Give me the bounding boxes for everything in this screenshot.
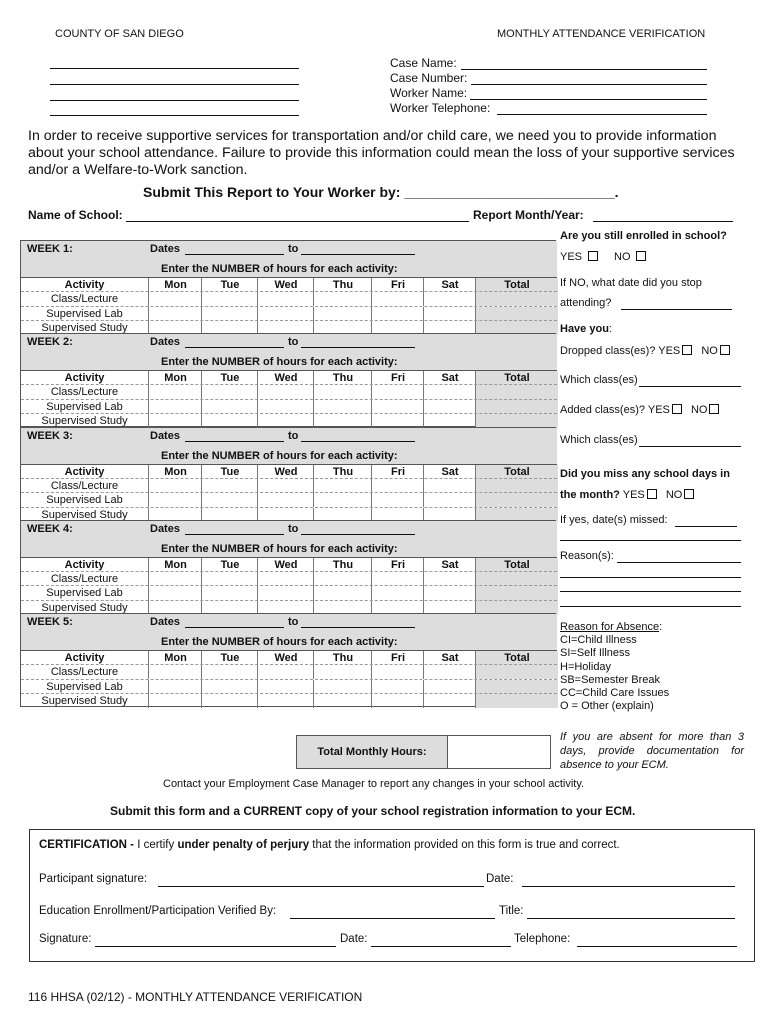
code-item: O = Other (explain) [560, 700, 654, 713]
enrolled-no-option[interactable] [614, 251, 646, 263]
hours-cell[interactable] [371, 572, 424, 586]
added-yes-label: YES [647, 404, 670, 416]
code-item: SB=Semester Break [560, 673, 660, 686]
participant-date-label: Date: [486, 873, 514, 885]
reasons-line-2[interactable] [560, 577, 741, 578]
hours-cell[interactable] [148, 586, 202, 600]
hours-cell[interactable] [423, 493, 476, 507]
hours-cell[interactable] [423, 665, 476, 679]
added-no-checkbox[interactable] [709, 404, 719, 414]
column-header: Mon [148, 371, 202, 385]
to-label: to [288, 336, 299, 349]
certification-statement [39, 839, 620, 851]
hours-cell[interactable] [313, 572, 372, 586]
enrolled-yes-checkbox[interactable] [588, 251, 598, 261]
hours-cell[interactable] [201, 400, 258, 414]
dates-label: Dates [150, 616, 180, 629]
address-line-4[interactable] [50, 115, 299, 116]
hours-cell[interactable] [257, 665, 314, 679]
column-header: Thu [313, 278, 372, 292]
week-block [20, 427, 556, 521]
hours-cell[interactable] [371, 493, 424, 507]
column-header: Total [475, 558, 558, 572]
code-item: CC=Child Care Issues [560, 687, 670, 700]
hours-cell[interactable] [371, 307, 424, 321]
hours-cell[interactable] [475, 572, 558, 586]
week-header [21, 241, 557, 277]
hours-cell[interactable] [475, 493, 558, 507]
hours-cell[interactable] [313, 400, 372, 414]
total-monthly-hours-box [296, 735, 551, 769]
column-header: Total [475, 465, 558, 479]
submit-copy-note: Submit this form and a CURRENT copy of your school registration information to your ECM. [110, 804, 636, 818]
hours-cell[interactable] [257, 493, 314, 507]
dates-missed-label: If yes, date(s) missed: [560, 514, 668, 526]
reasons-field[interactable] [617, 562, 741, 563]
report-month-field[interactable] [593, 221, 733, 222]
column-header: Wed [257, 651, 314, 665]
hours-cell[interactable] [475, 400, 558, 414]
activity-label: Supervised Study [41, 601, 128, 614]
address-line-1[interactable] [50, 68, 299, 69]
activity-row [21, 679, 557, 694]
hours-cell[interactable] [257, 385, 314, 399]
added-classes-field[interactable] [639, 446, 741, 447]
date-to-field[interactable] [301, 534, 415, 535]
telephone-field[interactable] [577, 946, 737, 947]
column-header: Sat [423, 371, 476, 385]
column-header: Thu [313, 465, 372, 479]
reasons-label: Reason(s): [560, 550, 614, 562]
activity-row [21, 384, 557, 399]
worker-telephone-label: Worker Telephone: [390, 101, 491, 115]
missed-yes-checkbox[interactable] [647, 489, 657, 499]
hours-cell[interactable] [201, 307, 258, 321]
week-label: WEEK 5: [27, 616, 73, 629]
hours-cell[interactable] [201, 586, 258, 600]
column-header: Fri [371, 278, 424, 292]
added-classes-question [560, 404, 719, 416]
which-classes-dropped-label: Which class(es) [560, 374, 638, 386]
report-month-label: Report Month/Year: [473, 208, 584, 222]
title-label: Title: [499, 905, 524, 917]
hours-cell[interactable] [257, 479, 314, 493]
hours-cell[interactable] [313, 385, 372, 399]
enrolled-yes-option[interactable] [560, 251, 598, 263]
hours-cell[interactable] [148, 307, 202, 321]
hours-cell[interactable] [313, 665, 372, 679]
week-label: WEEK 1: [27, 243, 73, 255]
school-name-label: Name of School: [28, 208, 123, 222]
date-from-field[interactable] [185, 441, 284, 442]
have-you-label [560, 323, 612, 335]
column-header: Wed [257, 558, 314, 572]
activity-label: Supervised Lab [46, 494, 123, 507]
column-header: Mon [148, 558, 202, 572]
column-header: Sat [423, 651, 476, 665]
cert-text-3: that the information provided on this form is true and correct. [312, 839, 620, 851]
hours-cell[interactable] [475, 292, 558, 306]
hours-cell[interactable] [371, 385, 424, 399]
reason-for-absence-heading [560, 621, 662, 633]
column-header: Activity [64, 558, 105, 571]
submit-by-line: Submit This Report to Your Worker by: ___________________________. [143, 184, 619, 200]
hours-cell[interactable] [475, 307, 558, 321]
hours-cell[interactable] [148, 400, 202, 414]
date-to-field[interactable] [301, 347, 415, 348]
activity-row [21, 478, 557, 493]
column-header: Mon [148, 278, 202, 292]
if-no-label-1: If NO, what date did you stop [560, 277, 702, 289]
hours-cell[interactable] [148, 479, 202, 493]
week-block [20, 520, 556, 614]
hours-cell[interactable] [257, 694, 314, 708]
week-header [21, 428, 557, 464]
activity-row [21, 492, 557, 507]
date-to-field[interactable] [301, 254, 415, 255]
column-header: Sat [423, 558, 476, 572]
to-label: to [288, 616, 299, 629]
enrolled-no-checkbox[interactable] [636, 251, 646, 261]
hours-cell[interactable] [423, 694, 476, 708]
column-header: Fri [371, 371, 424, 385]
dropped-label: Dropped class(es)? [560, 345, 656, 357]
activity-row [21, 306, 557, 321]
dropped-no-label: NO [701, 345, 718, 357]
dropped-yes-label: YES [658, 345, 681, 357]
date-from-field[interactable] [185, 627, 284, 628]
worker-name-field[interactable] [470, 99, 707, 100]
dropped-classes-question [560, 345, 730, 357]
hours-cell[interactable] [371, 292, 424, 306]
hours-cell[interactable] [313, 586, 372, 600]
hours-cell[interactable] [148, 385, 202, 399]
case-name-field[interactable] [461, 69, 707, 70]
dates-label: Dates [150, 522, 180, 535]
verified-by-label: Education Enrollment/Participation Verified By: [39, 905, 277, 917]
column-header: Tue [201, 278, 258, 292]
code-item: CI=Child Illness [560, 634, 637, 646]
column-header: Wed [257, 278, 314, 292]
column-header: Fri [371, 651, 424, 665]
case-number-field[interactable] [471, 84, 707, 85]
participant-signature-label: Participant signature: [39, 873, 148, 885]
column-header: Thu [313, 651, 372, 665]
column-header: Wed [257, 371, 314, 385]
column-header: Mon [148, 651, 202, 665]
dates-label: Dates [150, 243, 180, 255]
form-title-header: MONTHLY ATTENDANCE VERIFICATION [497, 28, 706, 40]
activity-label: Class/Lecture [50, 386, 119, 399]
reasons-line-3[interactable] [560, 591, 741, 592]
date-from-field[interactable] [185, 534, 284, 535]
case-name-label: Case Name: [390, 56, 457, 70]
hours-cell[interactable] [423, 307, 476, 321]
to-label: to [288, 243, 299, 255]
hours-cell[interactable] [313, 694, 372, 708]
hours-cell[interactable] [423, 292, 476, 306]
to-label: to [288, 429, 299, 442]
column-header: Sat [423, 278, 476, 292]
verified-by-field[interactable] [290, 918, 495, 919]
hours-cell[interactable] [257, 400, 314, 414]
certification-box [29, 829, 755, 962]
total-monthly-hours-label: Total Monthly Hours: [297, 736, 448, 768]
participant-date-field[interactable] [522, 886, 735, 887]
week-label: WEEK 4: [27, 522, 73, 535]
activity-label: Supervised Lab [46, 400, 123, 413]
which-classes-added-label: Which class(es) [560, 434, 638, 446]
case-number-label: Case Number: [390, 71, 468, 85]
activity-label: Supervised Study [41, 695, 128, 708]
hours-cell[interactable] [475, 479, 558, 493]
column-header: Tue [201, 558, 258, 572]
week-block [20, 240, 556, 334]
column-header: Tue [201, 465, 258, 479]
activity-row [21, 571, 557, 586]
hours-cell[interactable] [257, 680, 314, 694]
signature-label: Signature: [39, 933, 92, 945]
column-header: Activity [64, 279, 105, 291]
column-header: Mon [148, 465, 202, 479]
date-to-field[interactable] [301, 441, 415, 442]
hours-cell[interactable] [313, 307, 372, 321]
hours-cell[interactable] [423, 385, 476, 399]
dates-label: Dates [150, 429, 180, 442]
cert-text-perjury: under penalty of perjury [177, 839, 310, 851]
activity-label: Class/Lecture [50, 479, 119, 492]
column-header: Sat [423, 465, 476, 479]
hours-cell[interactable] [423, 479, 476, 493]
hours-cell[interactable] [313, 292, 372, 306]
address-line-2[interactable] [50, 84, 299, 85]
hours-cell[interactable] [257, 586, 314, 600]
column-header: Thu [313, 558, 372, 572]
activity-label: Supervised Study [41, 508, 128, 521]
week-label: WEEK 3: [27, 429, 73, 442]
hours-cell[interactable] [475, 586, 558, 600]
if-no-label-2: attending? [560, 297, 612, 309]
have-you-text: Have you [560, 323, 609, 335]
month-question-text: the month? [560, 489, 620, 501]
week-header [21, 614, 557, 650]
telephone-label: Telephone: [514, 933, 571, 945]
hours-cell[interactable] [201, 493, 258, 507]
form-footer: 116 HHSA (02/12) - MONTHLY ATTENDANCE VERIFICATION [28, 990, 363, 1004]
hours-cell[interactable] [371, 680, 424, 694]
hours-cell[interactable] [148, 493, 202, 507]
hours-cell[interactable] [475, 665, 558, 679]
worker-telephone-field[interactable] [497, 114, 707, 115]
hours-instruction: Enter the NUMBER of hours for each activity: [161, 542, 398, 555]
column-header: Activity [64, 372, 105, 385]
school-name-field[interactable] [126, 221, 469, 222]
activity-row [21, 291, 557, 306]
code-item: H=Holiday [560, 660, 612, 673]
date-to-field[interactable] [301, 627, 415, 628]
column-header-row [21, 650, 557, 665]
activity-label: Supervised Study [41, 322, 128, 334]
certification-title: CERTIFICATION - [39, 839, 134, 851]
hours-cell[interactable] [148, 680, 202, 694]
dates-missed-line-2[interactable] [560, 540, 741, 541]
hours-cell[interactable] [423, 572, 476, 586]
week-header [21, 521, 557, 557]
dropped-yes-checkbox[interactable] [682, 345, 692, 355]
have-you-colon: : [608, 323, 612, 335]
hours-instruction: Enter the NUMBER of hours for each activity: [161, 636, 398, 649]
hours-cell[interactable] [201, 572, 258, 586]
week-header [21, 334, 557, 370]
total-monthly-hours-field[interactable] [448, 736, 550, 768]
signature-date-label: Date: [340, 933, 368, 945]
column-header: Fri [371, 465, 424, 479]
added-yes-checkbox[interactable] [672, 404, 682, 414]
hours-cell[interactable] [313, 680, 372, 694]
column-header: Thu [313, 371, 372, 385]
hours-cell[interactable] [201, 385, 258, 399]
week-label: WEEK 2: [27, 336, 73, 349]
week-block [20, 613, 556, 707]
activity-label: Supervised Lab [46, 587, 123, 600]
yes-label: YES [560, 251, 583, 263]
hours-cell[interactable] [148, 694, 202, 708]
hours-cell[interactable] [148, 665, 202, 679]
intro-paragraph: In order to receive supportive services for transportation and/or child care, we need you to provide information about your school attendance. Failure to provide this information could mean the loss of your supportive services and/or a Welfare-to-Work sanction. [28, 128, 735, 178]
code-item: SI=Self Illness [560, 647, 631, 660]
activity-label: Class/Lecture [50, 572, 119, 585]
column-header: Total [475, 651, 558, 665]
hours-cell[interactable] [313, 493, 372, 507]
column-header: Total [475, 278, 558, 292]
worker-name-label: Worker Name: [390, 86, 468, 100]
activity-label: Supervised Lab [46, 307, 123, 320]
activity-label: Supervised Lab [46, 680, 123, 693]
participant-signature-field[interactable] [158, 886, 484, 887]
hours-cell[interactable] [313, 479, 372, 493]
column-header: Total [475, 371, 558, 385]
title-field[interactable] [527, 918, 735, 919]
column-header-row [21, 370, 557, 385]
column-header-row [21, 277, 557, 292]
reasons-line-4[interactable] [560, 606, 741, 607]
hours-cell[interactable] [201, 479, 258, 493]
enrolled-question: Are you still enrolled in school? [560, 230, 727, 242]
absence-documentation-note: If you are absent for more than 3 days, provide documentation for absence to your ECM. [560, 731, 744, 771]
hours-instruction: Enter the NUMBER of hours for each activity: [161, 263, 398, 275]
column-header-row [21, 464, 557, 479]
missed-no-checkbox[interactable] [684, 489, 694, 499]
stop-date-field[interactable] [621, 309, 732, 310]
column-header: Wed [257, 465, 314, 479]
hours-cell[interactable] [475, 680, 558, 694]
county-header: COUNTY OF SAN DIEGO [55, 28, 184, 40]
hours-cell[interactable] [423, 400, 476, 414]
hours-instruction: Enter the NUMBER of hours for each activity: [161, 449, 398, 462]
hours-cell[interactable] [371, 665, 424, 679]
hours-cell[interactable] [201, 694, 258, 708]
date-from-field[interactable] [185, 254, 284, 255]
hours-cell[interactable] [475, 694, 558, 708]
column-header: Activity [64, 465, 105, 478]
activity-row [21, 585, 557, 600]
hours-instruction: Enter the NUMBER of hours for each activity: [161, 356, 398, 369]
hours-cell[interactable] [423, 680, 476, 694]
column-header: Tue [201, 651, 258, 665]
hours-cell[interactable] [371, 694, 424, 708]
activity-row [21, 664, 557, 679]
missed-days-question-1: Did you miss any school days in [560, 468, 730, 480]
dropped-classes-field[interactable] [639, 386, 741, 387]
reason-title-text: Reason for Absence [560, 621, 660, 633]
absence-codes-list [560, 634, 669, 714]
missed-days-question-2 [560, 489, 694, 501]
hours-cell[interactable] [257, 307, 314, 321]
dates-missed-field[interactable] [675, 526, 737, 527]
hours-cell[interactable] [148, 292, 202, 306]
column-header: Activity [64, 652, 105, 665]
cert-text-1: I certify [137, 839, 175, 851]
week-block [20, 333, 556, 427]
column-header: Tue [201, 371, 258, 385]
signature-date-field[interactable] [371, 946, 511, 947]
activity-label: Supervised Study [41, 415, 128, 428]
hours-cell[interactable] [257, 292, 314, 306]
hours-cell[interactable] [371, 400, 424, 414]
contact-note: Contact your Employment Case Manager to report any changes in your school activity. [163, 778, 585, 790]
hours-cell[interactable] [201, 292, 258, 306]
activity-row [21, 693, 557, 708]
hours-cell[interactable] [201, 665, 258, 679]
hours-cell[interactable] [475, 385, 558, 399]
reason-title-colon: : [659, 621, 663, 633]
hours-cell[interactable] [371, 479, 424, 493]
activity-label: Class/Lecture [50, 666, 119, 679]
dropped-no-checkbox[interactable] [720, 345, 730, 355]
activity-row [21, 399, 557, 414]
address-line-3[interactable] [50, 100, 299, 101]
missed-yes-label: YES [622, 489, 645, 501]
added-no-label: NO [690, 404, 708, 416]
to-label: to [288, 522, 299, 535]
missed-no-label: NO [665, 489, 683, 501]
column-header-row [21, 557, 557, 572]
date-from-field[interactable] [185, 347, 284, 348]
hours-cell[interactable] [201, 680, 258, 694]
activity-label: Class/Lecture [50, 293, 119, 305]
hours-cell[interactable] [257, 572, 314, 586]
hours-cell[interactable] [148, 572, 202, 586]
column-header: Fri [371, 558, 424, 572]
no-label: NO [614, 251, 631, 263]
signature-field[interactable] [95, 946, 336, 947]
dates-label: Dates [150, 336, 180, 349]
hours-cell[interactable] [371, 586, 424, 600]
hours-cell[interactable] [423, 586, 476, 600]
added-label: Added class(es)? [560, 404, 645, 416]
